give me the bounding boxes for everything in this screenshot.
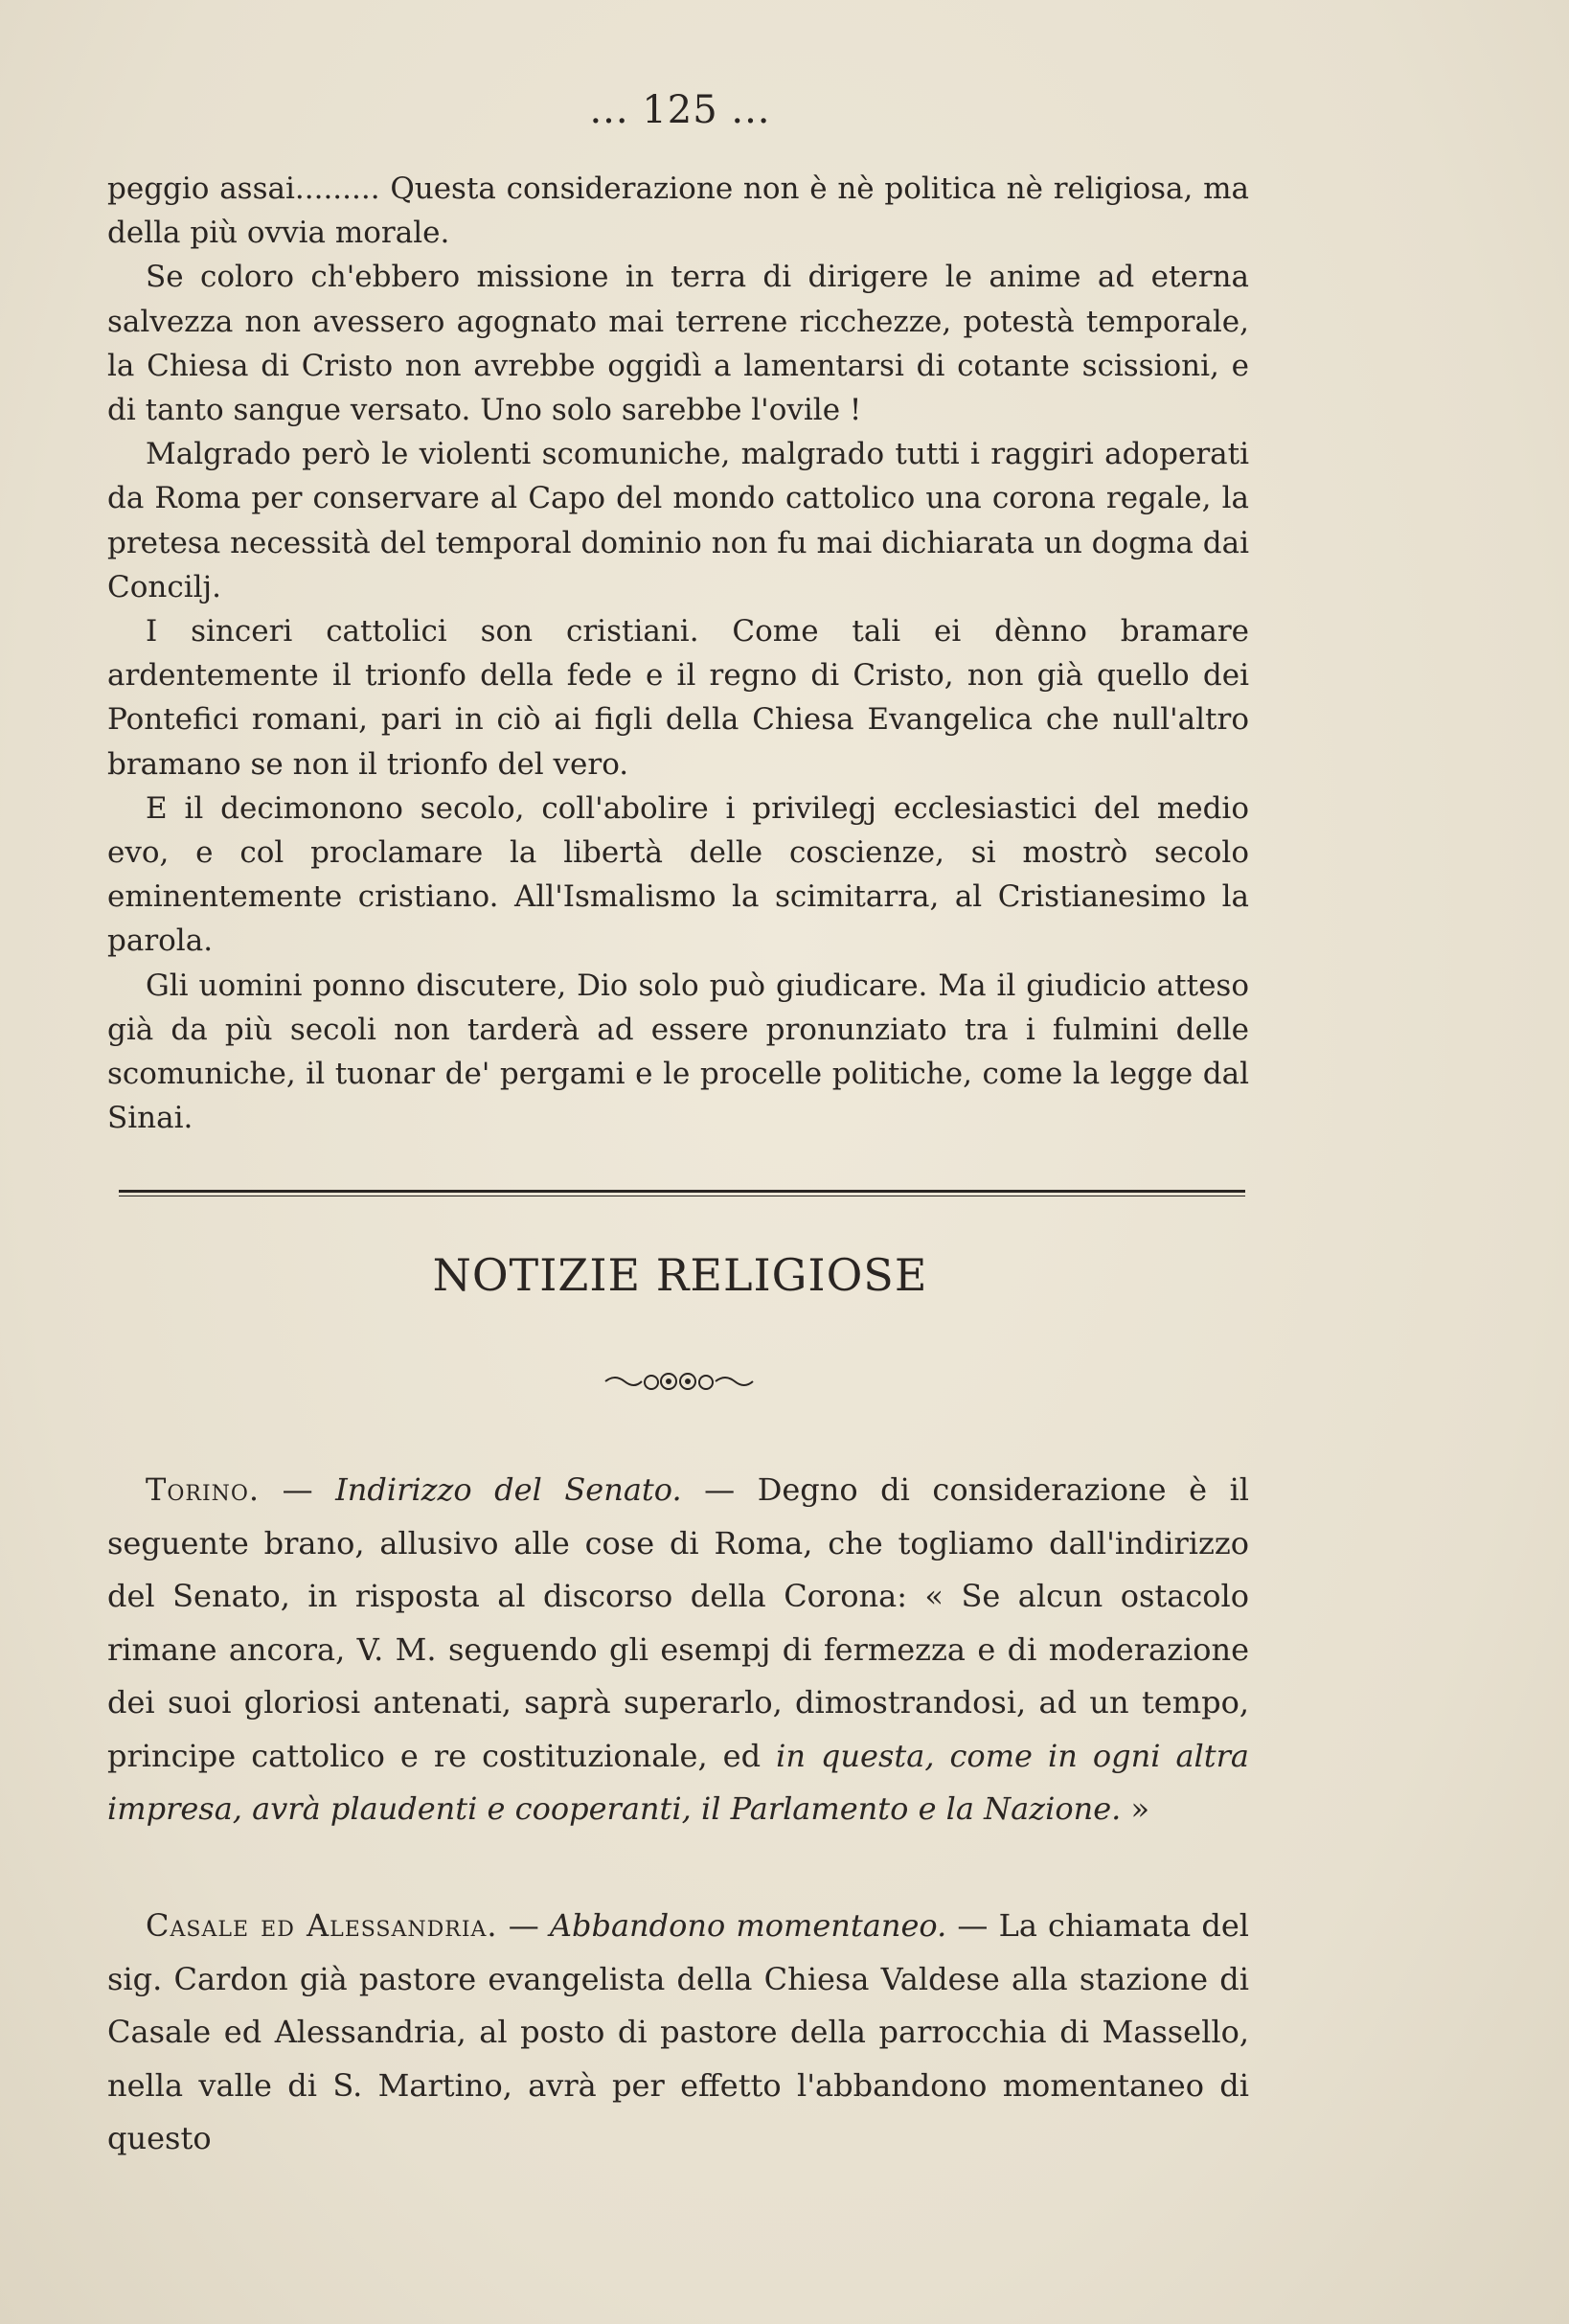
news-text: La chiamata del sig. Cardon già pastore evangelista della Chiesa Valdese alla stazione di Casale ed Alessandria, al posto di pastore della parrocchia di Massello, nella valle di S. Martino, avrà per effetto l'abbandono momentaneo di questo bbox=[107, 1907, 1250, 2156]
dash: — bbox=[946, 1907, 999, 1944]
upper-text bbox=[107, 167, 1249, 1140]
section-title: NOTIZIE RELIGIOSE bbox=[432, 1249, 928, 1301]
news-item-torino bbox=[107, 1464, 1249, 1836]
paragraph: E il decimonono secolo, coll'abolire i privilegj ecclesiastici del medio evo, e col proclamare la libertà delle coscienze, si mostrò secolo eminentemente cristiano. All'Ismalismo la scimitarra, al Cristianesimo la parola. bbox=[107, 790, 1249, 959]
news-item-casale bbox=[107, 1900, 1249, 2166]
news-quote-italic: in questa, come in ogni altra impresa, avrà plaudenti e cooperanti, il Parlamento e la Nazione. bbox=[107, 1737, 1250, 1827]
paragraph: Se coloro ch'ebbero missione in terra di dirigere le anime ad eterna salvezza non avessero agognato mai terrene ricchezze, potestà temporale, la Chiesa di Cristo non avrebbe oggidì a lamentarsi di cotante scissioni, e di tanto sangue versato. Uno solo sarebbe l'ovile ! bbox=[107, 260, 1249, 428]
section-divider bbox=[119, 1190, 1245, 1193]
paragraph: peggio assai......... Questa considerazione non è nè politica nè religiosa, ma della più ovvia morale. bbox=[107, 171, 1249, 251]
dash: — bbox=[681, 1471, 758, 1508]
paragraph bbox=[107, 1900, 1249, 2166]
quote-close: » bbox=[1121, 1790, 1150, 1827]
ornament-icon bbox=[603, 1368, 757, 1397]
paragraph: Malgrado però le violenti scomuniche, malgrado tutti i raggiri adoperati da Roma per conservare al Capo del mondo cattolico una corona regale, la pretesa necessità del temporal dominio non fu mai dichiarata un dogma dai Concilj. bbox=[107, 437, 1249, 604]
news-text: Degno di considerazione è il seguente brano, allusivo alle cose di Roma, che togliamo dall'indirizzo del Senato, in risposta al discorso della Corona: « Se alcun ostacolo rimane ancora, V. M. seguendo gli esempj di fermezza e di moderazione dei suoi gloriosi antenati, saprà superarlo, dimostrandosi, ad un tempo, principe cattolico e re costituzionale, ed bbox=[107, 1471, 1250, 1774]
dash: — bbox=[497, 1907, 550, 1944]
paragraph bbox=[107, 1464, 1249, 1836]
news-headline: Indirizzo del Senato. bbox=[335, 1471, 682, 1508]
paragraph: I sinceri cattolici son cristiani. Come tali ei dènno bramare ardentemente il trionfo della fede e il regno di Cristo, non già quello dei Pontefici romani, pari in ciò ai figli della Chiesa Evangelica che null'altro bramano se non il trionfo del vero. bbox=[107, 614, 1249, 782]
news-place: Casale ed Alessandria. bbox=[146, 1907, 498, 1944]
news-place: Torino. bbox=[146, 1471, 261, 1508]
paragraph: Gli uomini ponno discutere, Dio solo può giudicare. Ma il giudicio atteso già da più secoli non tarderà ad essere pronunziato tra i fulmini delle scomuniche, il tuonar de' pergami e le procelle politiche, come la legge dal Sinai. bbox=[107, 968, 1249, 1136]
page-number: ... 125 ... bbox=[589, 88, 771, 132]
dash: — bbox=[260, 1471, 336, 1508]
news-headline: Abbandono momentaneo. bbox=[549, 1907, 947, 1944]
